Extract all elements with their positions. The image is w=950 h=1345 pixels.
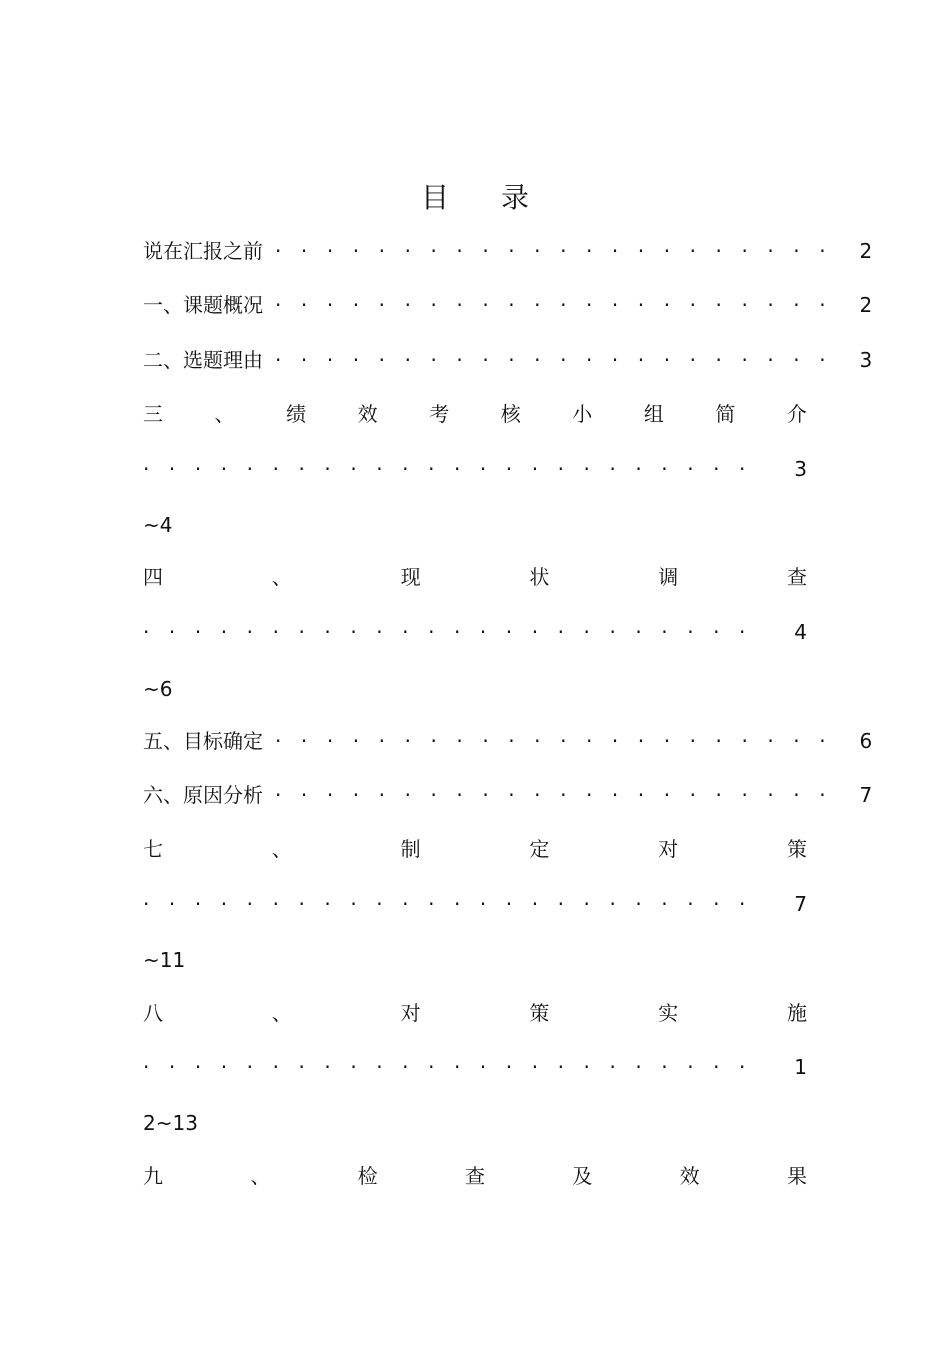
dot-leader: · · · · · · · · · · · · · · · · · · · · · · · · — [143, 457, 752, 481]
heading-char: 现 — [400, 565, 421, 589]
heading-char: 四 — [143, 565, 163, 589]
dot-leader: · · · · · · · · · · · · · · · · · · · · · · — [275, 729, 833, 753]
toc-entry-label: 一、课题概况 — [143, 293, 263, 317]
heading-char: 状 — [529, 565, 550, 589]
heading-char: 检 — [357, 1164, 378, 1188]
dot-leader: · · · · · · · · · · · · · · · · · · · · · · — [275, 293, 833, 317]
dot-leader: · · · · · · · · · · · · · · · · · · · · · · · · — [143, 892, 752, 916]
toc-entry[interactable] — [143, 289, 873, 321]
toc-entry-page-cont: 2~13 — [143, 1111, 198, 1135]
heading-char: 定 — [529, 837, 550, 861]
toc-entry-page-cont: ~11 — [143, 948, 186, 972]
toc-entry-page: 7 — [794, 892, 807, 916]
heading-char: 及 — [572, 1164, 593, 1188]
heading-char: 果 — [786, 1164, 807, 1188]
toc-entry-page: 7 — [859, 783, 873, 807]
toc-entry[interactable] — [143, 344, 873, 376]
toc-entry-heading[interactable] — [143, 1160, 807, 1192]
toc-entry-page: 1 — [794, 1055, 807, 1079]
heading-char: 考 — [429, 402, 450, 426]
dot-leader: · · · · · · · · · · · · · · · · · · · · · · — [275, 783, 833, 807]
toc-entry[interactable] — [143, 235, 873, 267]
heading-char: 对 — [400, 1001, 421, 1025]
heading-char: 、 — [250, 1164, 271, 1188]
toc-entry-page: 4 — [794, 620, 807, 644]
toc-entry-heading[interactable] — [143, 997, 807, 1029]
heading-char: 实 — [658, 1001, 679, 1025]
toc-entry-heading[interactable] — [143, 833, 807, 865]
heading-char: 简 — [715, 402, 736, 426]
toc-entry-label: 五、目标确定 — [143, 729, 263, 753]
toc-entry[interactable] — [143, 779, 873, 811]
toc-leader-row — [143, 616, 807, 648]
heading-char: 对 — [658, 837, 679, 861]
dot-leader: · · · · · · · · · · · · · · · · · · · · · · — [275, 348, 833, 372]
toc-entry-page-cont: ~6 — [143, 677, 173, 701]
heading-char: 、 — [271, 837, 292, 861]
toc-leader-row — [143, 888, 807, 920]
heading-char: 三 — [143, 402, 163, 426]
toc-entry-page: 3 — [859, 348, 873, 372]
heading-char: 介 — [786, 402, 807, 426]
heading-char: 核 — [500, 402, 521, 426]
dot-leader: · · · · · · · · · · · · · · · · · · · · · · · · — [143, 620, 752, 644]
heading-char: 制 — [400, 837, 421, 861]
toc-entry-page: 2 — [859, 293, 873, 317]
toc-entry-label: 说在汇报之前 — [143, 239, 263, 263]
toc-leader-row — [143, 453, 807, 485]
toc-entry-page: 2 — [859, 239, 873, 263]
heading-char: 九 — [143, 1164, 163, 1188]
heading-char: 、 — [214, 402, 235, 426]
heading-char: 八 — [143, 1001, 163, 1025]
heading-char: 查 — [786, 565, 807, 589]
heading-char: 绩 — [286, 402, 307, 426]
toc-entry-page-cont: ~4 — [143, 513, 173, 537]
heading-char: 策 — [786, 837, 807, 861]
toc-entry-heading[interactable] — [143, 398, 807, 430]
title-char: 目 — [420, 181, 449, 214]
dot-leader: · · · · · · · · · · · · · · · · · · · · · · — [275, 239, 833, 263]
toc-entry-label: 二、选题理由 — [143, 348, 263, 372]
heading-char: 策 — [529, 1001, 550, 1025]
heading-char: 调 — [658, 565, 679, 589]
toc-entry-page: 3 — [794, 457, 807, 481]
heading-char: 施 — [786, 1001, 807, 1025]
toc-entry[interactable] — [143, 725, 873, 757]
toc-entry-heading[interactable] — [143, 561, 807, 593]
heading-char: 七 — [143, 837, 163, 861]
heading-char: 、 — [271, 1001, 292, 1025]
heading-char: 查 — [464, 1164, 485, 1188]
toc-entry-page: 6 — [859, 729, 873, 753]
heading-char: 、 — [271, 565, 292, 589]
dot-leader: · · · · · · · · · · · · · · · · · · · · · · · · — [143, 1055, 752, 1079]
heading-char: 效 — [679, 1164, 700, 1188]
heading-char: 效 — [357, 402, 378, 426]
title-char: 录 — [501, 181, 530, 214]
heading-char: 小 — [572, 402, 593, 426]
toc-leader-row — [143, 1051, 807, 1083]
toc-entry-label: 六、原因分析 — [143, 783, 263, 807]
heading-char: 组 — [643, 402, 664, 426]
page-title — [0, 176, 950, 216]
